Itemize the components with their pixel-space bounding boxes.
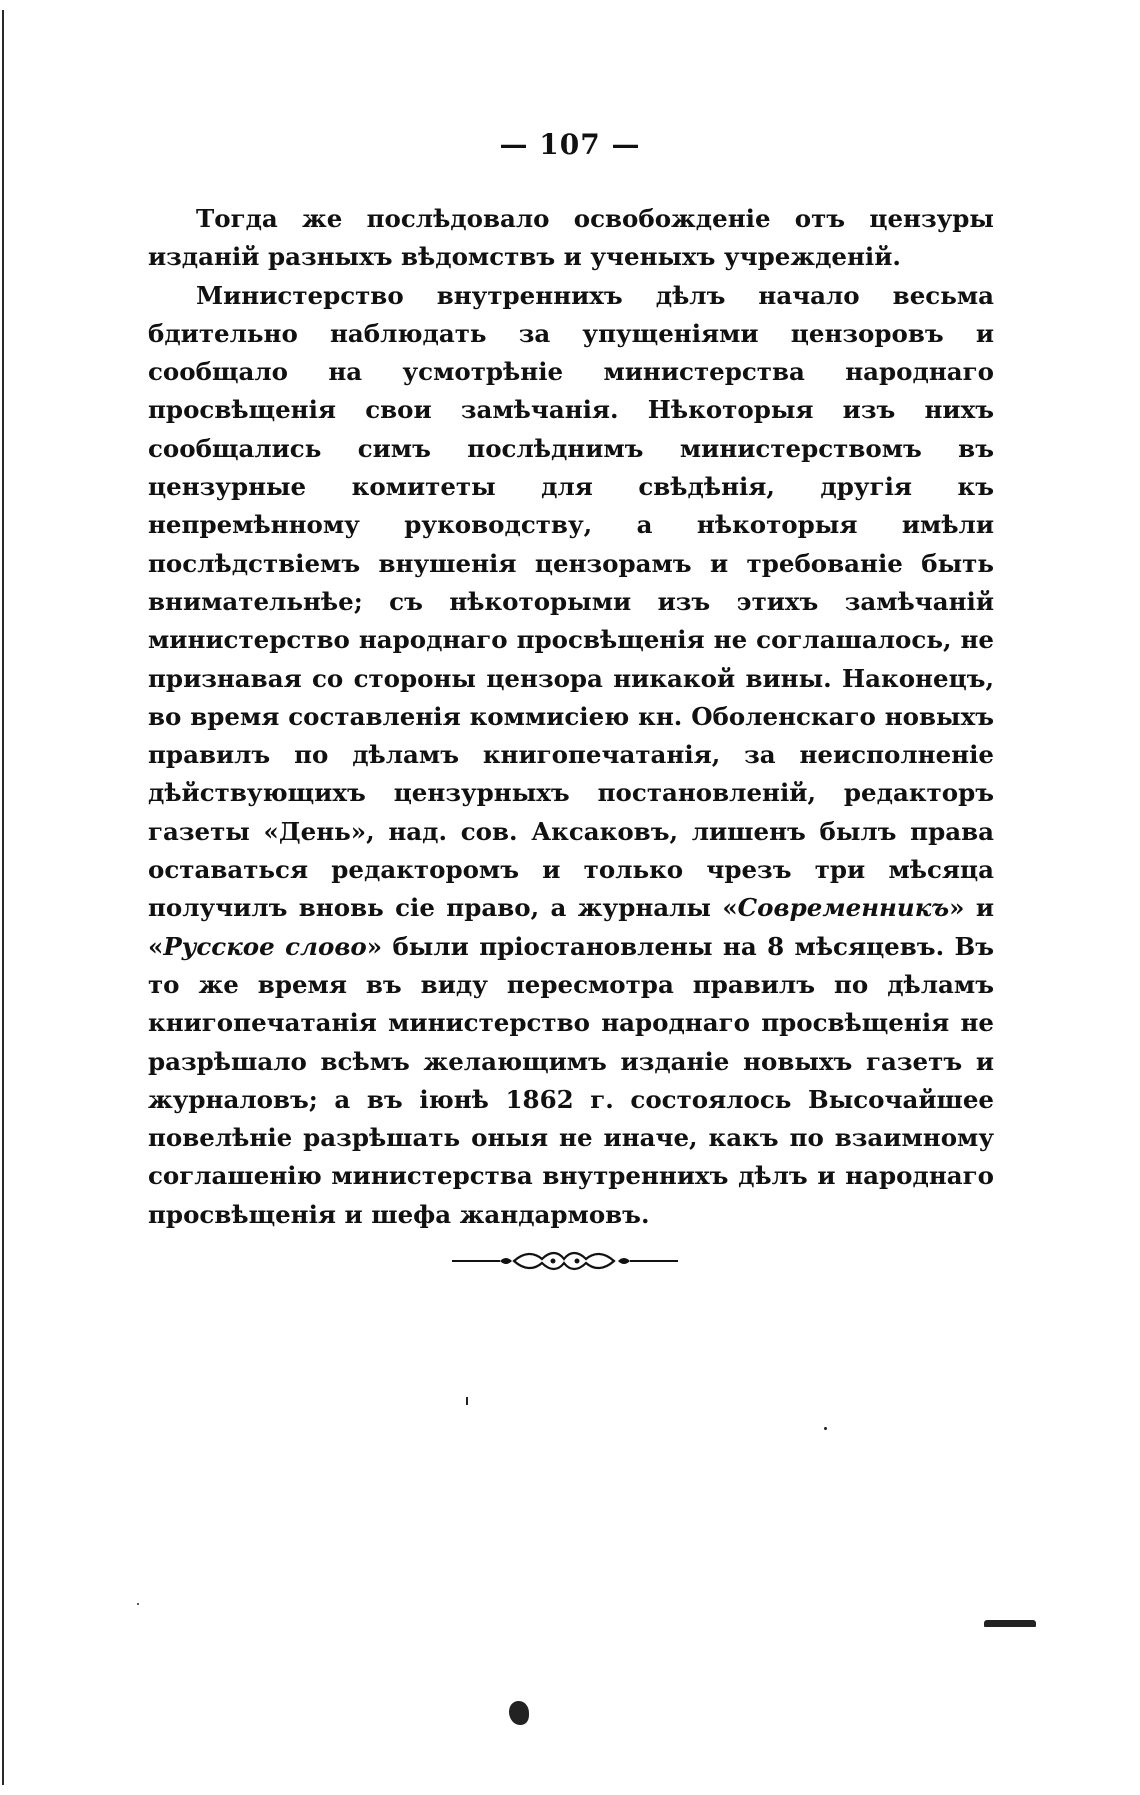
journal-title-sovremennik: Современникъ (737, 893, 950, 923)
ink-mark (984, 1620, 1036, 1627)
body-text (148, 200, 994, 1234)
paragraph-1: Тогда же послѣдовало освобожденіе отъ цензуры изданій разныхъ вѣдомствъ и ученыхъ учрежденій. (148, 204, 994, 272)
journal-title-russkoe-slovo: Русское слово (163, 931, 367, 961)
paragraph-2-text-before: Министерство внутреннихъ дѣлъ начало весьма бдительно наблюдать за упущеніями цензоровъ и сообщало на усмотрѣніе министерства народнаго просвѣщенія свои замѣчанія. Нѣкоторыя изъ нихъ сообщались симъ послѣднимъ министерствомъ въ цензурные комитеты для свѣдѣнія, другія къ непремѣнному руководству, а нѣкоторыя имѣли послѣдствіемъ внушенія цензорамъ и требованіе быть внимательнѣе; съ нѣкоторыми изъ этихъ замѣчаній министерство народнаго просвѣщенія не соглашалось, не признавая со стороны цензора никакой вины. Наконецъ, во время составленія коммисіею кн. Оболенскаго новыхъ правилъ по дѣламъ книгопечатанія, за неисполненіе дѣйствующихъ цензурныхъ постановленій, редакторъ газеты «День», над. сов. Аксаковъ, лишенъ былъ права оставаться редакторомъ и только чрезъ три мѣсяца получилъ вновь сіе право, а журналы « (148, 280, 994, 923)
scan-edge-line (2, 10, 4, 1785)
paragraph-2-text-after: » были пріостановлены на 8 мѣсяцевъ. Въ то же время въ виду пересмотра правилъ по дѣламъ книгопечатанія министерство народнаго просвѣщенія не разрѣшало всѣмъ желающимъ изданіе новыхъ газетъ и журналовъ; а въ іюнѣ 1862 г. состоялось Высочайшее повелѣніе разрѣшать оныя не иначе, какъ по взаимному соглашенію министерства внутреннихъ дѣлъ и народнаго просвѣщенія и шефа жандармовъ. (148, 931, 994, 1229)
speck-mark (824, 1427, 827, 1430)
paragraph-2-text-middle: » и « (148, 893, 995, 961)
speck-mark (137, 1603, 139, 1605)
paragraph-2 (148, 277, 994, 1234)
page-number: — 107 — (499, 128, 641, 161)
ink-blot (509, 1701, 529, 1725)
ornament-divider (452, 1250, 678, 1272)
speck-mark (466, 1397, 468, 1405)
